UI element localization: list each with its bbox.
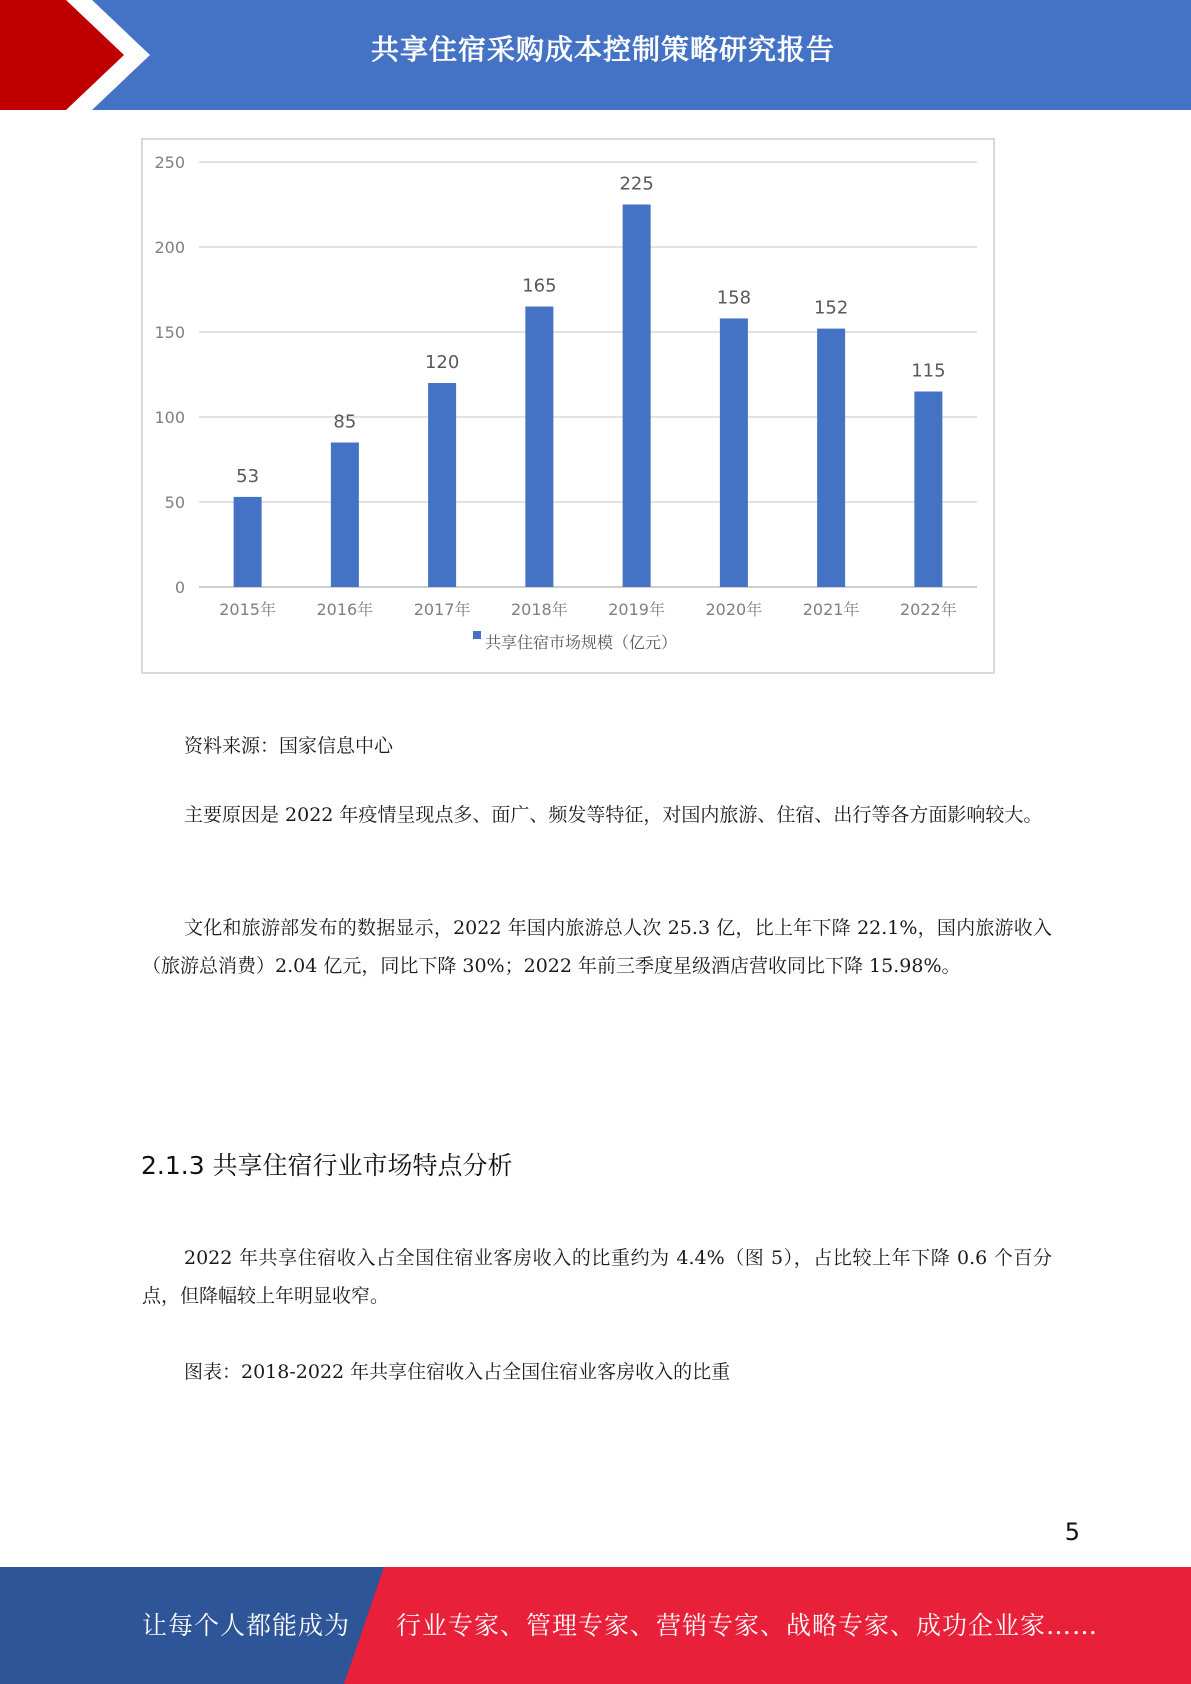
legend-swatch bbox=[473, 631, 481, 639]
data-label: 85 bbox=[333, 411, 357, 433]
data-label: 158 bbox=[716, 287, 752, 309]
x-tick-label: 2016年 bbox=[316, 600, 374, 619]
footer-slogan-left: 让每个人都能成为 bbox=[142, 1611, 351, 1640]
page-number: 5 bbox=[1064, 1518, 1080, 1546]
data-label: 53 bbox=[236, 465, 260, 487]
y-tick-label: 150 bbox=[154, 323, 185, 342]
data-label: 152 bbox=[813, 297, 849, 319]
data-label: 115 bbox=[911, 360, 946, 382]
bar bbox=[525, 307, 553, 588]
page-footer bbox=[0, 1567, 1191, 1684]
report-title: 共享住宿采购成本控制策略研究报告 bbox=[370, 33, 835, 66]
footer-slogan-right: 行业专家、管理专家、营销专家、战略专家、成功企业家…… bbox=[396, 1611, 1099, 1640]
data-label: 120 bbox=[424, 352, 460, 373]
x-tick-label: 2020年 bbox=[705, 600, 763, 619]
section-heading: 2.1.3 共享住宿行业市场特点分析 bbox=[141, 1151, 513, 1180]
y-tick-label: 250 bbox=[154, 153, 185, 172]
bar bbox=[428, 383, 456, 587]
bar bbox=[720, 318, 748, 587]
y-tick-label: 100 bbox=[154, 408, 185, 427]
y-tick-label: 0 bbox=[174, 578, 185, 597]
figure-caption: 图表：2018-2022 年共享住宿收入占全国住宿业客房收入的比重 bbox=[184, 1361, 731, 1383]
y-tick-label: 50 bbox=[164, 493, 185, 512]
x-tick-label: 2022年 bbox=[900, 600, 957, 619]
y-tick-label: 200 bbox=[154, 238, 185, 257]
bar bbox=[817, 329, 845, 587]
x-tick-label: 2015年 bbox=[219, 600, 276, 619]
page-header bbox=[0, 0, 1191, 110]
paragraph-reason: 主要原因是 2022 年疫情呈现点多、面广、频发等特征，对国内旅游、住宿、出行等各方面影响较大。 bbox=[184, 804, 1043, 826]
paragraph-revenue-share: 2022 年共享住宿收入占全国住宿业客房收入的比重约为 4.4%（图 5），占比较上年下降 0.6 个百分点，但降幅较上年明显收窄。 bbox=[142, 1247, 1052, 1307]
bar bbox=[331, 443, 359, 588]
legend-label: 共享住宿市场规模（亿元） bbox=[484, 633, 678, 652]
paragraph-tourism-data: 文化和旅游部发布的数据显示，2022 年国内旅游总人次 25.3 亿，比上年下降 22.1%，国内旅游收入（旅游总消费）2.04 亿元，同比下降 30%；2022 年前三季度星级酒店营收同比下降 15.98%。 bbox=[142, 917, 1052, 977]
bar bbox=[234, 497, 262, 587]
bar-chart-svg bbox=[143, 140, 993, 672]
bar bbox=[914, 392, 942, 588]
data-label: 225 bbox=[619, 173, 654, 195]
data-source-note: 资料来源：国家信息中心 bbox=[184, 735, 394, 757]
bar bbox=[623, 205, 651, 588]
x-tick-label: 2018年 bbox=[511, 600, 568, 619]
market-size-chart bbox=[141, 138, 995, 674]
x-tick-label: 2017年 bbox=[413, 600, 471, 619]
x-tick-label: 2021年 bbox=[802, 600, 860, 619]
data-label: 165 bbox=[522, 275, 557, 297]
x-tick-label: 2019年 bbox=[608, 600, 665, 619]
